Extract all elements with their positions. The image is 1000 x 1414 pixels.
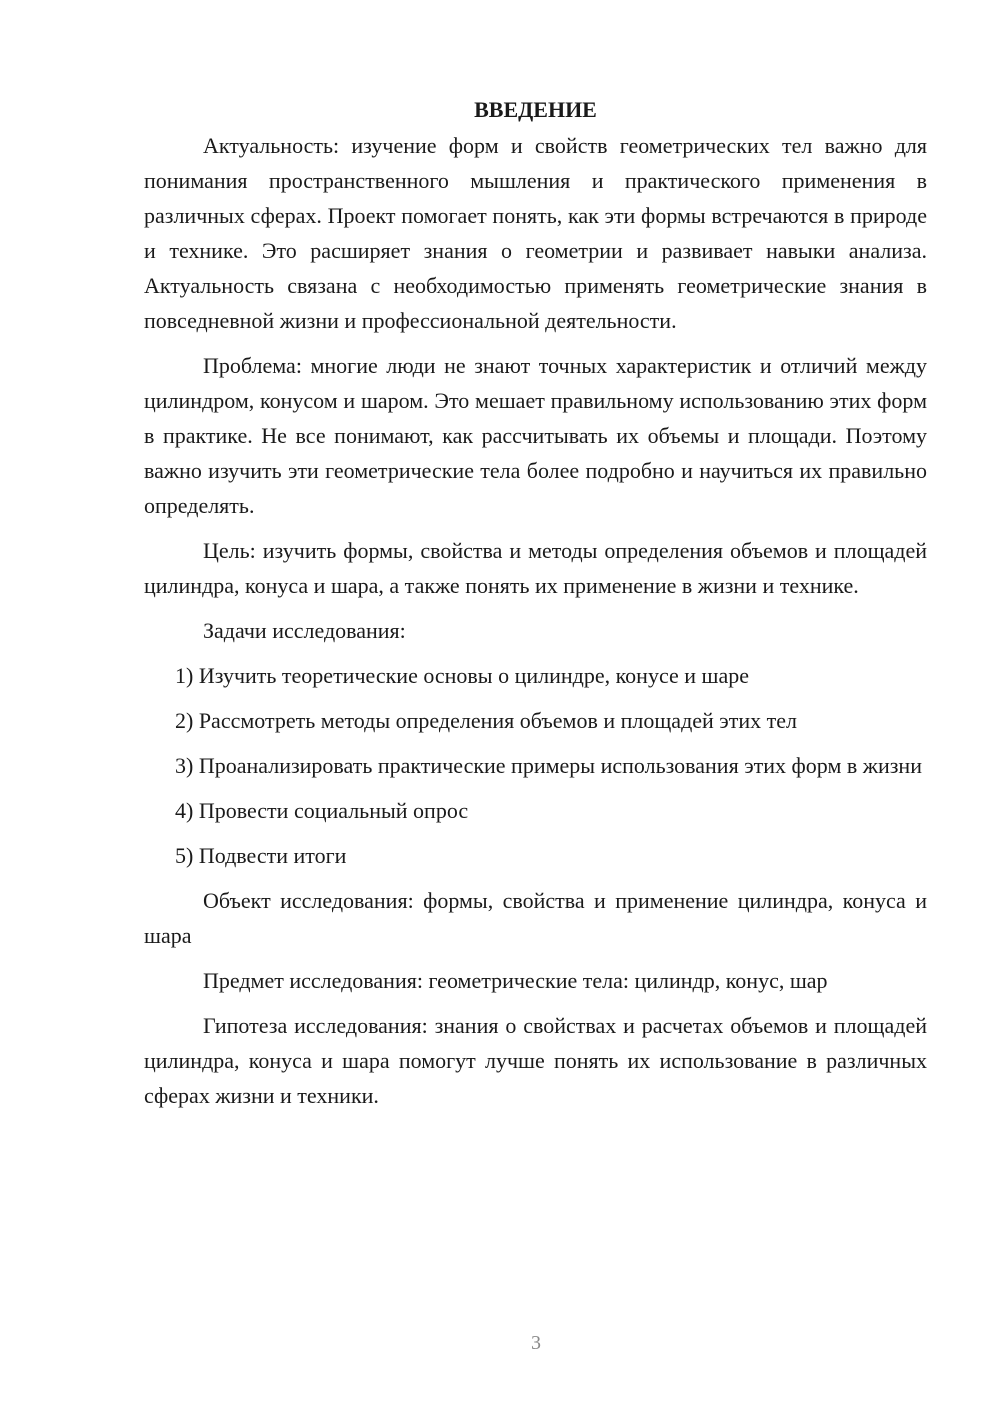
- relevance-paragraph: Актуальность: изучение форм и свойств геометрических тел важно для понимания пространственного мышления и практического применения в различных сферах. Проект помогает понять, как эти формы встречаются в природе и технике. Это расширяет знания о геометрии и развивает навыки анализа. Актуальность связана с необходимостью применять геометрические знания в повседневной жизни и профессиональной деятельности.: [144, 133, 927, 333]
- tasks-intro: Задачи исследования:: [203, 618, 406, 643]
- subject-paragraph: Предмет исследования: геометрические тела: цилиндр, конус, шар: [203, 968, 828, 993]
- task-item-2: 2) Рассмотреть методы определения объемов и площадей этих тел: [175, 708, 797, 733]
- task-item-4: 4) Провести социальный опрос: [175, 798, 469, 823]
- page-title: ВВЕДЕНИЕ: [474, 97, 597, 122]
- task-item-3: 3) Проанализировать практические примеры использования этих форм в жизни: [175, 753, 922, 778]
- problem-paragraph: Проблема: многие люди не знают точных характеристик и отличий между цилиндром, конусом и шаром. Это мешает правильному использованию этих форм в практике. Не все понимают, как рассчитывать их объемы и площади. Поэтому важно изучить эти геометрические тела более подробно и научиться их правильно определять.: [144, 353, 927, 518]
- task-item-1: 1) Изучить теоретические основы о цилиндре, конусе и шаре: [175, 663, 749, 688]
- page-number: 3: [531, 1332, 541, 1354]
- task-item-5: 5) Подвести итоги: [175, 843, 347, 868]
- page-content: [144, 92, 927, 1123]
- hypothesis-paragraph: Гипотеза исследования: знания о свойствах и расчетах объемов и площадей цилиндра, конуса и шара помогут лучше понять их использование в различных сферах жизни и техники.: [144, 1013, 927, 1108]
- object-paragraph: Объект исследования: формы, свойства и применение цилиндра, конуса и шара: [144, 888, 927, 948]
- goal-paragraph: Цель: изучить формы, свойства и методы определения объемов и площадей цилиндра, конуса и шара, а также понять их применение в жизни и технике.: [144, 538, 927, 598]
